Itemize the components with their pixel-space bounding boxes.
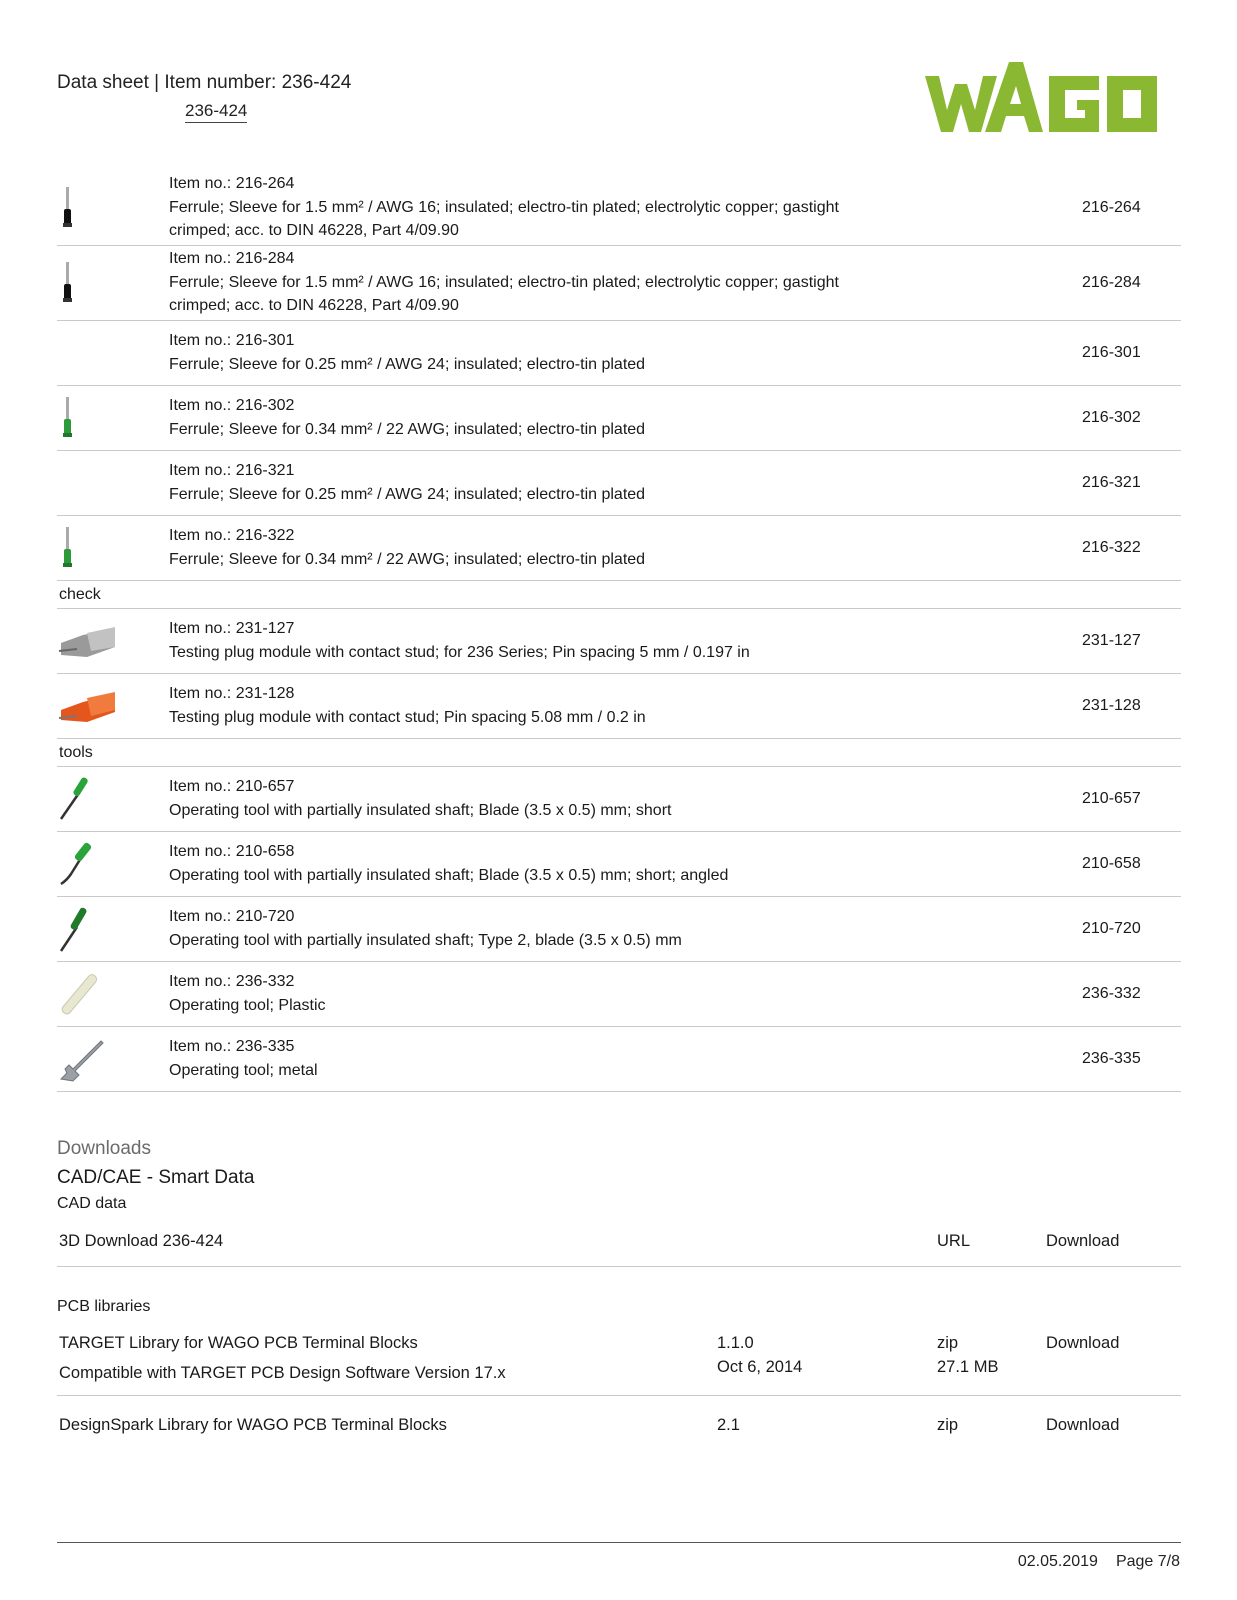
download-name: 3D Download 236-424	[59, 1232, 224, 1250]
download-name: TARGET Library for WAGO PCB Terminal Blocks	[59, 1334, 418, 1352]
table-row	[57, 171, 1181, 246]
table-row	[57, 516, 1181, 581]
empty-thumbnail	[57, 321, 127, 385]
item-number-link[interactable]: 216-301	[1082, 344, 1141, 361]
download-size: 27.1 MB	[937, 1358, 999, 1376]
item-text: Operating tool; Plastic	[169, 996, 326, 1014]
item-number-label: Item no.: 231-128	[169, 685, 295, 702]
download-row	[57, 1230, 1181, 1267]
download-type: URL	[937, 1232, 971, 1250]
item-text: Ferrule; Sleeve for 0.34 mm² / 22 AWG; insulated; electro-tin plated	[169, 550, 646, 568]
table-row	[57, 246, 1181, 321]
item-number-link[interactable]: 210-658	[1082, 855, 1141, 872]
item-number-link[interactable]: 231-128	[1082, 697, 1141, 714]
item-description	[169, 459, 899, 506]
item-description	[169, 329, 899, 376]
screwdriver-angled-icon	[57, 832, 127, 896]
item-description	[169, 970, 899, 1017]
page-number: Page 7/8	[1115, 1553, 1180, 1570]
item-number-label: Item no.: 216-284	[169, 250, 295, 267]
item-number-link[interactable]: 216-264	[1082, 199, 1141, 216]
item-number-link[interactable]: 236-335	[1082, 1050, 1141, 1067]
item-number-link[interactable]: 216-284	[1082, 274, 1141, 291]
item-number-link[interactable]: 236-424	[185, 101, 247, 123]
table-row	[57, 609, 1181, 674]
item-number-label: Item no.: 210-658	[169, 843, 295, 860]
download-version: 1.1.0	[717, 1334, 754, 1352]
item-text: Ferrule; Sleeve for 0.25 mm² / AWG 24; insulated; electro-tin plated	[169, 355, 646, 373]
ferrule-black-icon	[57, 246, 127, 320]
wago-logo	[925, 58, 1180, 143]
item-description	[169, 617, 899, 664]
item-description	[169, 394, 899, 441]
item-number-label: Item no.: 216-321	[169, 462, 295, 479]
item-number-link[interactable]: 216-302	[1082, 409, 1141, 426]
item-number-link[interactable]: 210-720	[1082, 920, 1141, 937]
item-number-label: Item no.: 216-302	[169, 397, 295, 414]
item-text: Ferrule; Sleeve for 0.34 mm² / 22 AWG; insulated; electro-tin plated	[169, 420, 646, 438]
pcb-libraries-heading: PCB libraries	[57, 1298, 151, 1315]
download-name: DesignSpark Library for WAGO PCB Terminal Blocks	[59, 1416, 447, 1434]
download-type: zip	[937, 1334, 959, 1352]
table-row	[57, 832, 1181, 897]
item-text: Operating tool; metal	[169, 1061, 318, 1079]
item-number-link[interactable]: 216-321	[1082, 474, 1141, 491]
download-description: Compatible with TARGET PCB Design Software Version 17.x	[59, 1364, 506, 1382]
item-text: Ferrule; Sleeve for 1.5 mm² / AWG 16; insulated; electro-tin plated; electrolytic copper; gastight crimped; acc. to DIN 46228, Part 4/09.90	[169, 273, 839, 314]
footer-divider	[57, 1542, 1181, 1543]
table-row	[57, 897, 1181, 962]
item-description	[169, 524, 899, 571]
table-row	[57, 962, 1181, 1027]
item-number-link[interactable]: 210-657	[1082, 790, 1141, 807]
screwdriver-green-icon	[57, 767, 127, 831]
item-number-label: Item no.: 210-657	[169, 778, 295, 795]
item-text: Ferrule; Sleeve for 1.5 mm² / AWG 16; insulated; electro-tin plated; electrolytic copper; gastight crimped; acc. to DIN 46228, Part 4/09.90	[169, 198, 839, 239]
test-plug-orange-icon	[57, 674, 127, 738]
item-text: Operating tool with partially insulated shaft; Blade (3.5 x 0.5) mm; short; angled	[169, 866, 729, 884]
ferrule-green-icon	[57, 386, 127, 450]
section-header-tools: tools	[57, 739, 1181, 767]
table-row	[57, 674, 1181, 739]
download-date: Oct 6, 2014	[717, 1358, 803, 1376]
item-description	[169, 682, 899, 729]
accessory-table	[57, 171, 1181, 1092]
item-description	[169, 1035, 899, 1082]
download-type: zip	[937, 1416, 959, 1434]
item-description	[169, 775, 899, 822]
table-row	[57, 451, 1181, 516]
ferrule-black-icon	[57, 171, 127, 245]
download-button[interactable]: Download	[1046, 1334, 1120, 1352]
download-row	[57, 1414, 1181, 1450]
downloads-title: Downloads	[57, 1138, 151, 1159]
download-button[interactable]: Download	[1046, 1232, 1120, 1250]
item-number-label: Item no.: 216-264	[169, 175, 295, 192]
ferrule-green-icon	[57, 516, 127, 580]
item-description	[169, 172, 899, 243]
item-number-label: Item no.: 216-322	[169, 527, 295, 544]
table-row	[57, 386, 1181, 451]
item-number-label: Item no.: 210-720	[169, 908, 295, 925]
table-row	[57, 767, 1181, 832]
item-description	[169, 840, 899, 887]
item-number-label: Item no.: 231-127	[169, 620, 295, 637]
section-header-check: check	[57, 581, 1181, 609]
item-number-link[interactable]: 236-332	[1082, 985, 1141, 1002]
item-description	[169, 905, 899, 952]
plastic-tool-icon	[57, 962, 127, 1026]
item-text: Ferrule; Sleeve for 0.25 mm² / AWG 24; insulated; electro-tin plated	[169, 485, 646, 503]
item-text: Testing plug module with contact stud; Pin spacing 5.08 mm / 0.2 in	[169, 708, 646, 726]
download-version: 2.1	[717, 1416, 740, 1434]
page-footer	[1018, 1553, 1180, 1571]
downloads-subtitle: CAD/CAE - Smart Data	[57, 1167, 255, 1188]
item-number-label: Item no.: 216-301	[169, 332, 295, 349]
item-text: Operating tool with partially insulated shaft; Blade (3.5 x 0.5) mm; short	[169, 801, 672, 819]
download-row	[57, 1332, 1181, 1396]
empty-thumbnail	[57, 451, 127, 515]
screwdriver-long-icon	[57, 897, 127, 961]
item-text: Operating tool with partially insulated shaft; Type 2, blade (3.5 x 0.5) mm	[169, 931, 682, 949]
item-description	[169, 247, 899, 318]
footer-date: 02.05.2019	[1017, 1553, 1098, 1570]
page-title: Data sheet | Item number: 236-424	[57, 72, 352, 93]
item-number-link[interactable]: 216-322	[1082, 539, 1141, 556]
table-row	[57, 321, 1181, 386]
item-text: Testing plug module with contact stud; for 236 Series; Pin spacing 5 mm / 0.197 in	[169, 643, 750, 661]
item-number-label: Item no.: 236-332	[169, 973, 295, 990]
item-number-label: Item no.: 236-335	[169, 1038, 295, 1055]
download-button[interactable]: Download	[1046, 1416, 1120, 1434]
cad-data-heading: CAD data	[57, 1195, 127, 1212]
table-row	[57, 1027, 1181, 1092]
metal-tool-icon	[57, 1027, 127, 1091]
item-number-link[interactable]: 231-127	[1082, 632, 1141, 649]
test-plug-gray-icon	[57, 609, 127, 673]
